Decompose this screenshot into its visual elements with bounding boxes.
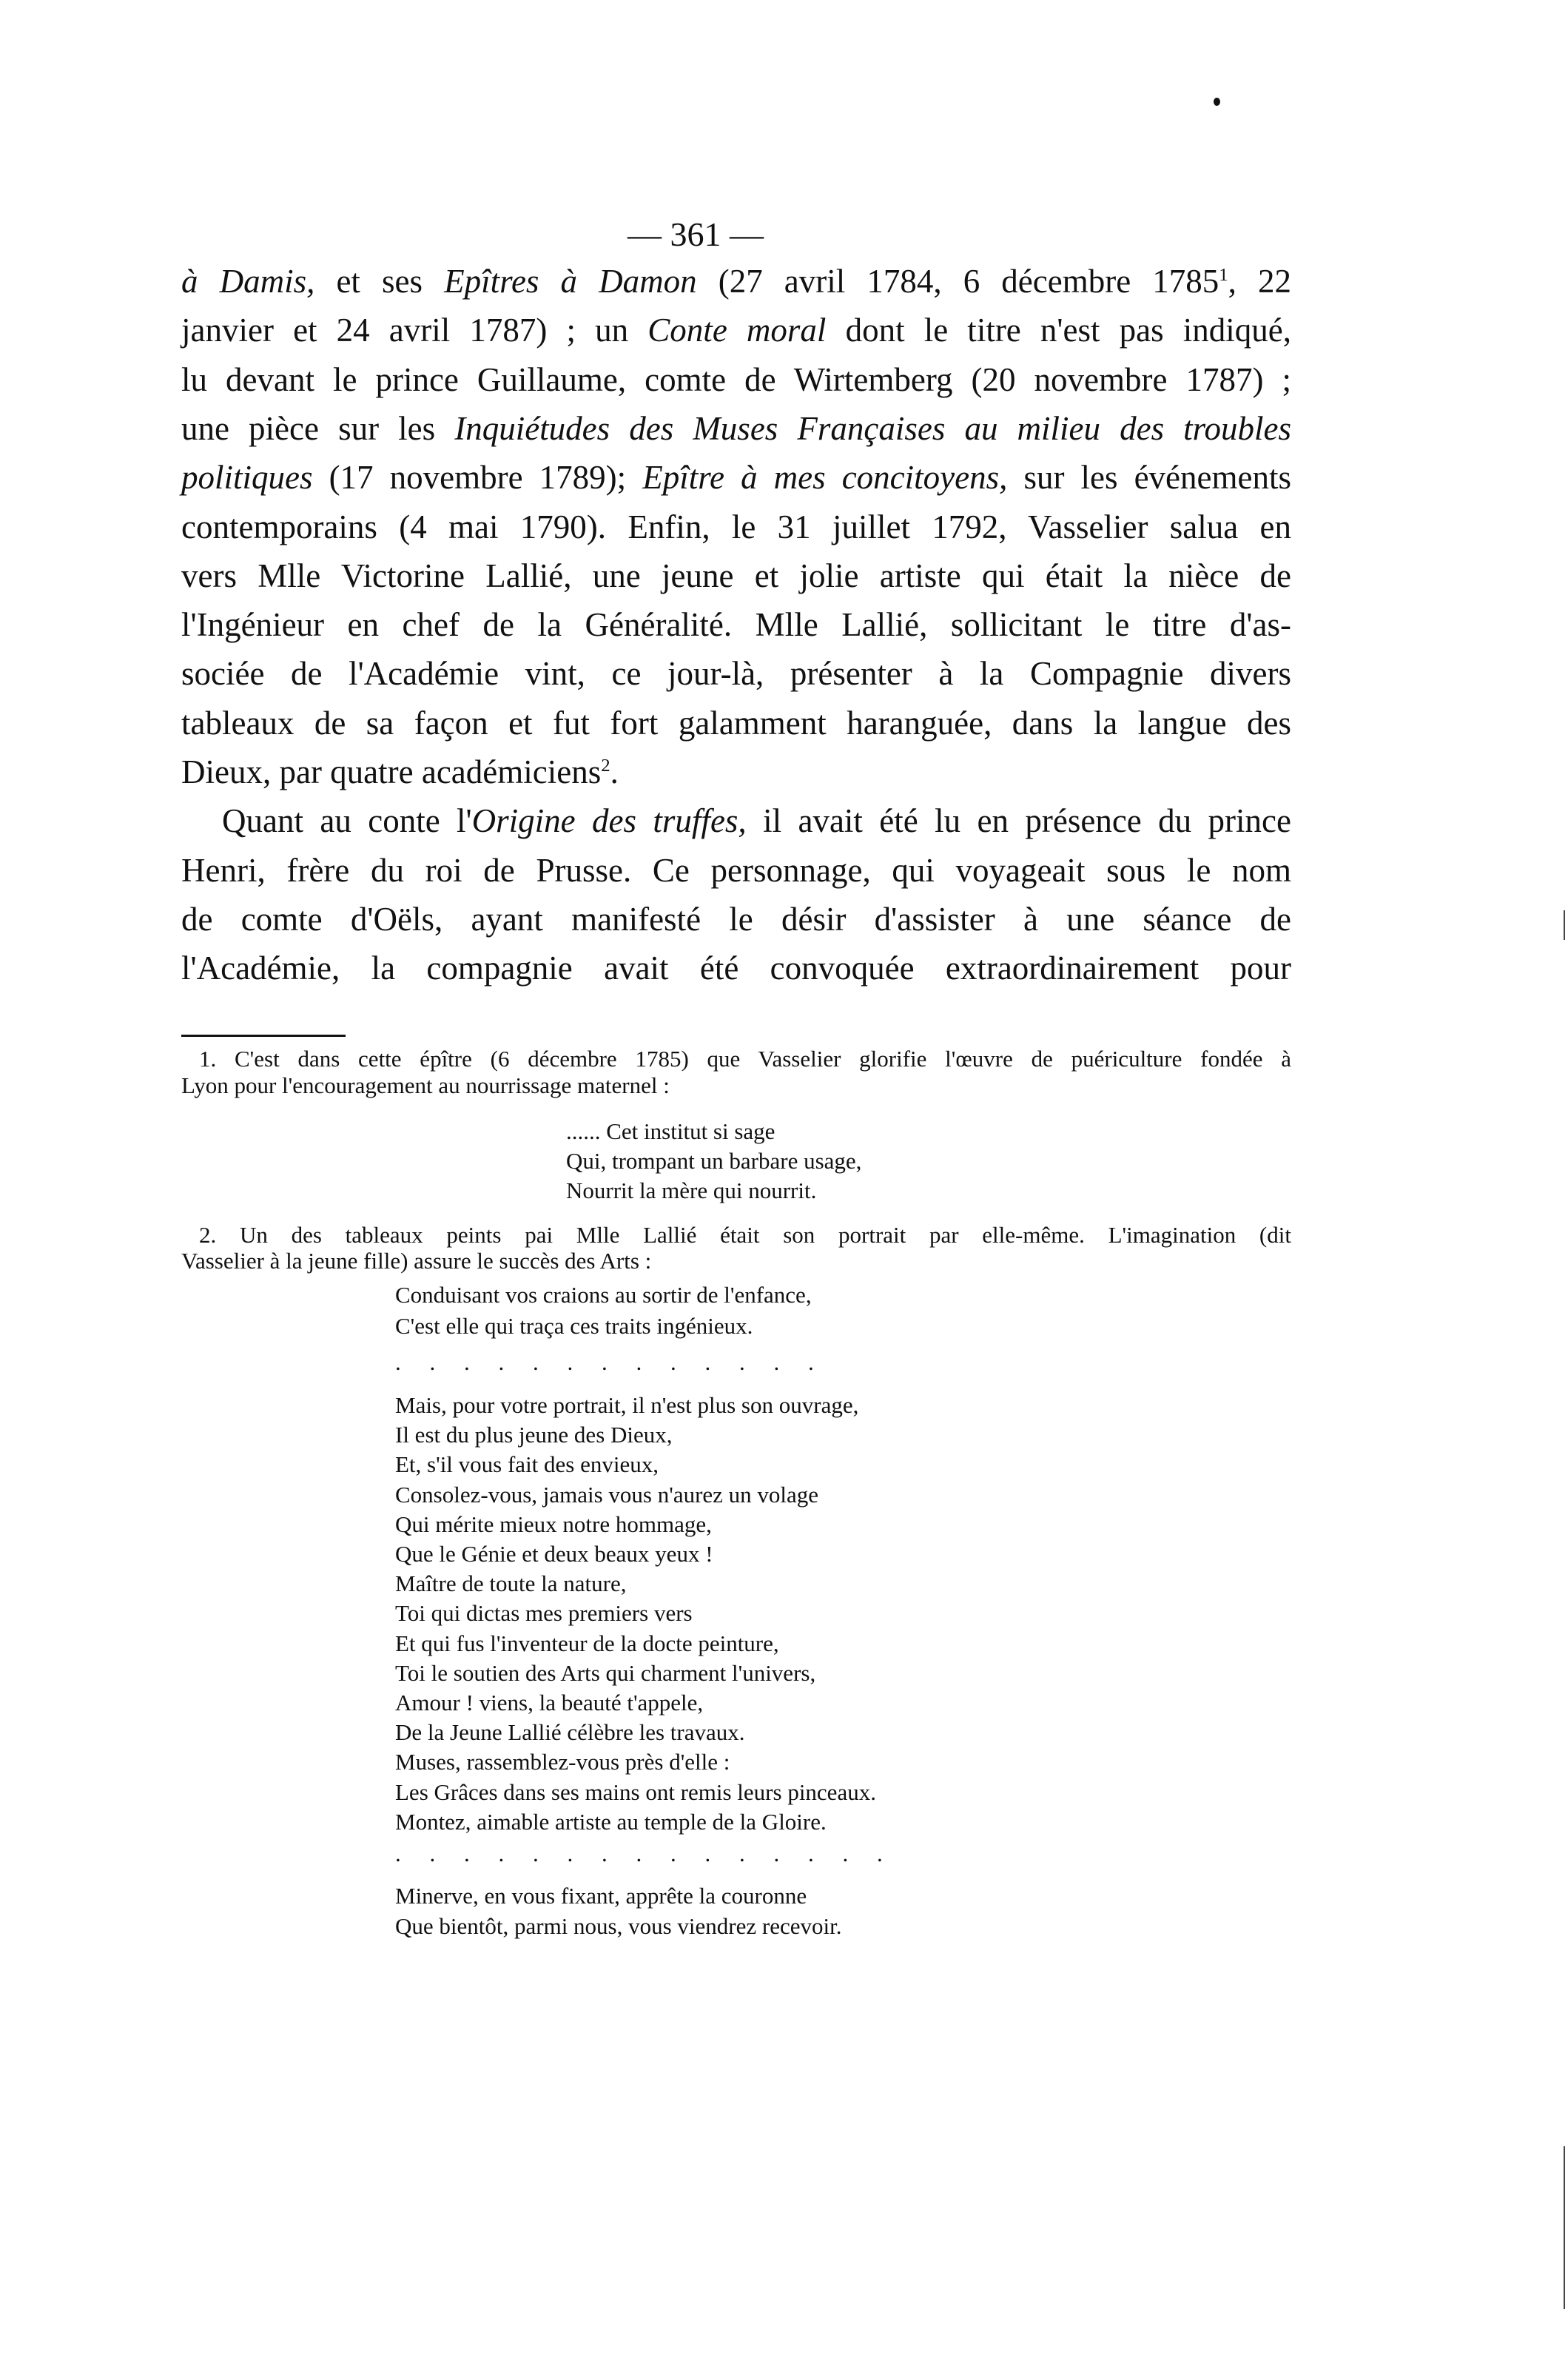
verse-line: ...... Cet institut si sage: [566, 1118, 775, 1144]
body-line: [181, 408, 1291, 449]
text: une pièce sur les: [181, 409, 455, 447]
scan-speck: [1214, 98, 1220, 106]
text: vers Mlle Victorine Lallié, une jeune et jolie artiste qui était la nièce de: [181, 557, 1291, 594]
body-line: [181, 947, 1291, 989]
verse-line: Les Grâces dans ses mains ont remis leurs pinceaux.: [395, 1778, 876, 1805]
body-line: [181, 309, 1291, 351]
ellipsis-row: . . . . . . . . . . . . . . .: [395, 1841, 883, 1866]
italic-text: Epître à mes concitoyens,: [642, 459, 1008, 497]
body-line: [181, 261, 1291, 302]
ellipsis-row: . . . . . . . . . . . . .: [395, 1349, 814, 1375]
verse-line: Consolez-vous, jamais vous n'aurez un volage: [395, 1481, 819, 1508]
body-line: [181, 457, 1291, 498]
text: tableaux de sa façon et fut fort galamment haranguée, dans la langue des: [181, 704, 1291, 742]
verse-line: Toi qui dictas mes premiers vers: [395, 1600, 693, 1627]
verse-line: Montez, aimable artiste au temple de la Gloire.: [395, 1808, 827, 1835]
body-line: [181, 506, 1291, 548]
verse-line: Conduisant vos craions au sortir de l'enfance,: [395, 1282, 812, 1308]
footnote-ref: 2: [601, 756, 610, 776]
footnote-1-line: 1. C'est dans cette épître (6 décembre 1785) que Vasselier glorifie l'œuvre de puériculture fondée à: [199, 1046, 1291, 1072]
verse-line: C'est elle qui traça ces traits ingénieux.: [395, 1313, 753, 1339]
italic-text: à Damis,: [181, 263, 315, 300]
italic-text: Conte moral: [647, 312, 827, 349]
verse-line: Et qui fus l'inventeur de la docte peinture,: [395, 1630, 779, 1656]
footnote-ref: 1: [1219, 265, 1228, 285]
text: sociée de l'Académie vint, ce jour-là, présenter à la Compagnie divers: [181, 655, 1291, 693]
text: .: [610, 753, 619, 790]
verse-line: Amour ! viens, la beauté t'appele,: [395, 1690, 704, 1716]
page-number: — 361 —: [627, 215, 764, 253]
text: Dieux, par quatre académiciens: [181, 753, 602, 790]
scan-edge-mark: [1564, 2146, 1565, 2309]
footnote-2-line: Vasselier à la jeune fille) assure le succès des Arts :: [181, 1248, 652, 1274]
text: l'Ingénieur en chef de la Généralité. Mlle Lallié, sollicitant le titre d'as-: [181, 606, 1291, 644]
body-line: [181, 898, 1291, 940]
italic-text: Epîtres à Damon: [444, 263, 697, 300]
text: contemporains (4 mai 1790). Enfin, le 31 juillet 1792, Vasselier salua en: [181, 508, 1291, 545]
body-line: [181, 604, 1291, 645]
footnote-1-line: Lyon pour l'encouragement au nourrissage maternel :: [181, 1072, 670, 1098]
verse-line: Qui mérite mieux notre hommage,: [395, 1511, 712, 1537]
text: l'Académie, la compagnie avait été convoquée extraordinairement pour: [181, 950, 1291, 987]
footnote-2-line: 2. Un des tableaux peints pai Mlle Lallié était son portrait par elle-même. L'imagination (dit: [199, 1222, 1291, 1248]
text: (27 avril 1784, 6 décembre 1785: [696, 263, 1219, 300]
verse-line: Mais, pour votre portrait, il n'est plus son ouvrage,: [395, 1392, 859, 1418]
body-line: [181, 702, 1291, 744]
text: sur les événements: [1007, 459, 1291, 497]
text: et ses: [314, 263, 445, 300]
verse-line: Il est du plus jeune des Dieux,: [395, 1422, 673, 1448]
body-line: [181, 359, 1291, 400]
verse-line: Muses, rassemblez-vous près d'elle :: [395, 1749, 730, 1775]
text: (17 novembre 1789);: [312, 459, 643, 497]
verse-line: Maître de toute la nature,: [395, 1570, 627, 1597]
text: de comte d'Oëls, ayant manifesté le désir d'assister à une séance de: [181, 900, 1291, 938]
text: il avait été lu en présence du prince: [746, 802, 1291, 840]
text: Quant au conte l': [222, 802, 472, 840]
scan-edge-mark: [1564, 910, 1565, 940]
text: dont le titre n'est pas indiqué,: [826, 312, 1291, 349]
body-line: [181, 653, 1291, 694]
verse-line: Et, s'il vous fait des envieux,: [395, 1451, 659, 1478]
body-line: [181, 850, 1291, 891]
body-line: [181, 751, 1291, 793]
verse-line: Toi le soutien des Arts qui charment l'univers,: [395, 1659, 816, 1686]
text: janvier et 24 avril 1787) ; un: [181, 312, 648, 349]
verse-line: Que le Génie et deux beaux yeux !: [395, 1541, 713, 1567]
body-line: [181, 555, 1291, 597]
text: , 22: [1228, 263, 1291, 300]
text: Henri, frère du roi de Prusse. Ce personnage, qui voyageait sous le nom: [181, 851, 1291, 889]
verse-line: Que bientôt, parmi nous, vous viendrez recevoir.: [395, 1913, 842, 1939]
italic-text: Origine des truffes,: [471, 802, 747, 840]
italic-text: politiques: [181, 459, 313, 497]
verse-line: Qui, trompant un barbare usage,: [566, 1148, 862, 1174]
body-line: [222, 800, 1291, 841]
footnote-rule: [181, 1035, 346, 1037]
verse-line: De la Jeune Lallié célèbre les travaux.: [395, 1719, 745, 1746]
verse-line: Minerve, en vous fixant, apprête la couronne: [395, 1883, 807, 1909]
italic-text: Inquiétudes des Muses Françaises au milieu des troubles: [454, 409, 1291, 447]
text: lu devant le prince Guillaume, comte de Wirtemberg (20 novembre 1787) ;: [181, 360, 1291, 398]
verse-line: Nourrit la mère qui nourrit.: [566, 1177, 817, 1203]
